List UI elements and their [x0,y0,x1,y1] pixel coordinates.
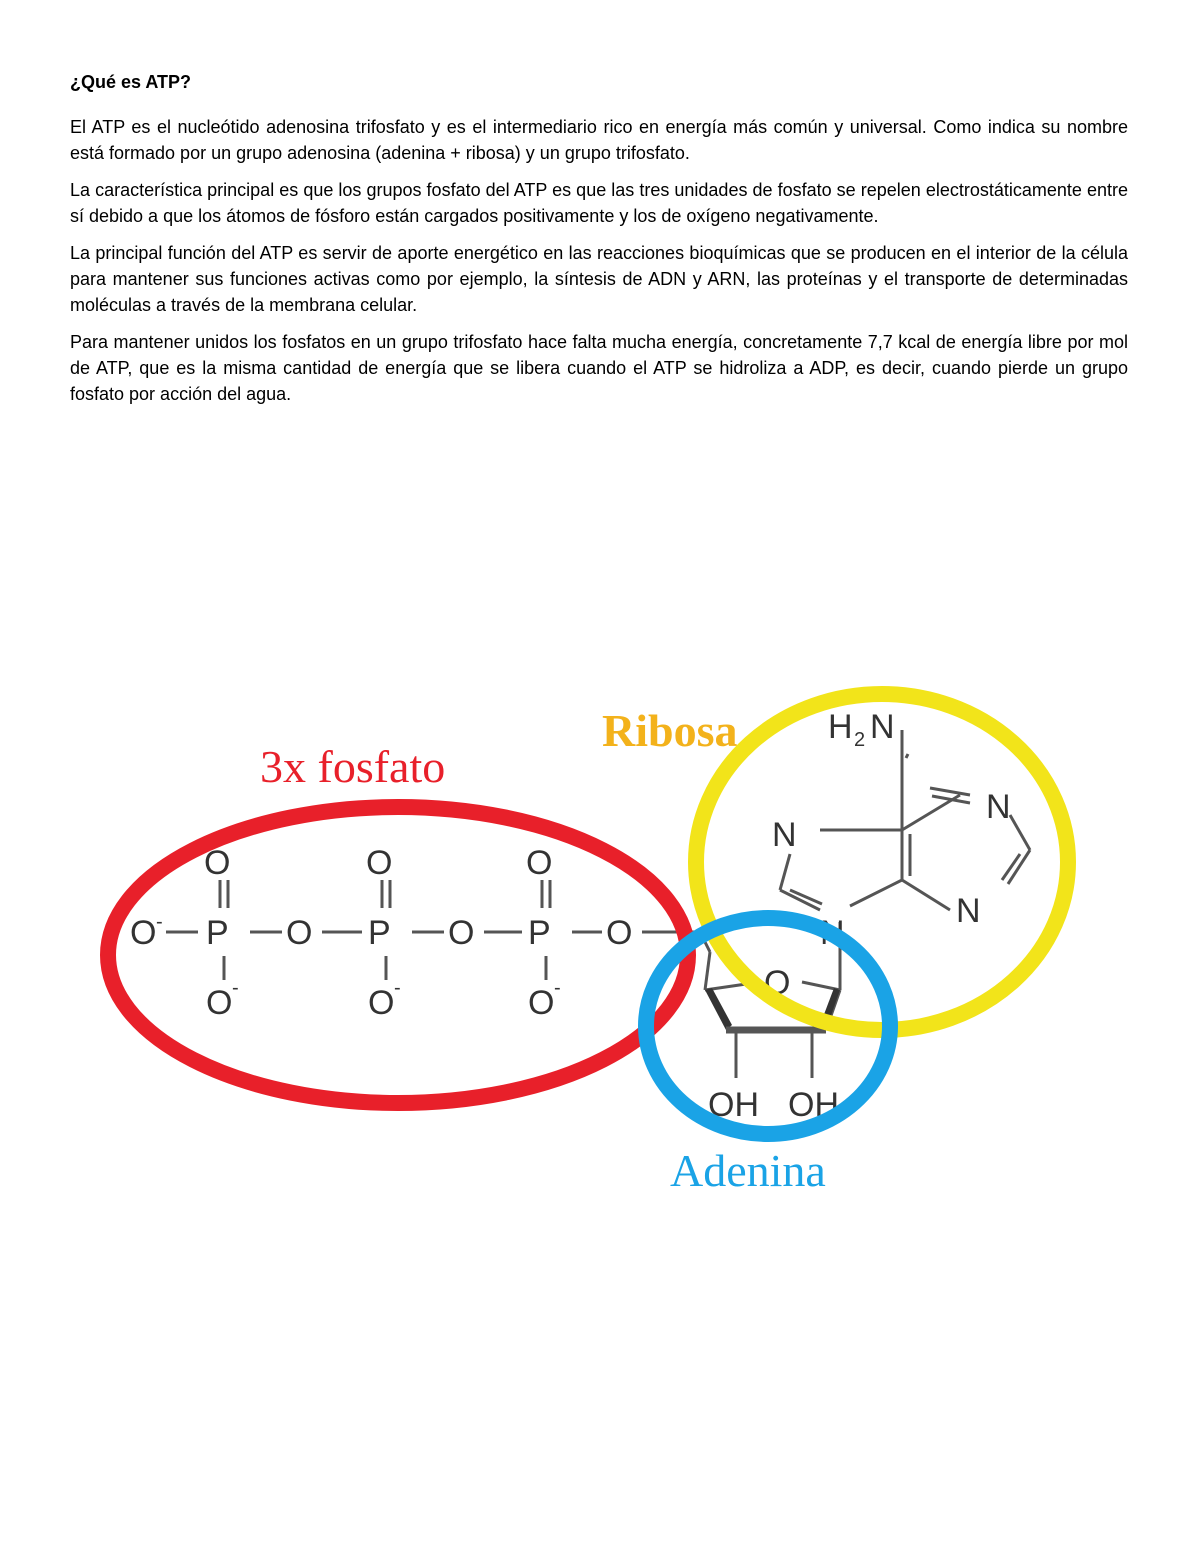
atp-structure-diagram [60,670,1100,1210]
phosphorus-atom: P [368,914,391,952]
oxygen-atom: O [368,984,395,1022]
document-title: ¿Qué es ATP? [70,72,192,92]
amine-subscript: 2 [854,729,866,751]
nitrogen-atom: N [956,892,981,930]
oxygen-atom: O [130,914,157,952]
document-body [70,70,1128,418]
phosphate-highlight-ring [108,807,688,1103]
charge-sign: - [232,977,239,999]
oxygen-atom: O [448,914,475,952]
nitrogen-atom: N [772,816,797,854]
phosphorus-atom: P [528,914,551,952]
oxygen-atom: O [606,914,633,952]
oxygen-atom: O [764,964,791,1002]
nitrogen-atom: N [986,788,1011,826]
label-ribose: Ribosa [602,705,738,756]
oxygen-atom: O [206,984,233,1022]
paragraph-3: La principal función del ATP es servir de aporte energético en las reacciones bioquímicas que se producen en el interior de la célula para mantener sus funciones activas como por ejemplo, la síntesis de ADN y ARN, las proteínas y el transporte de determinadas moléculas a través de la membrana celular. [70,243,1128,315]
charge-sign: - [394,977,401,999]
amine-h: H [828,708,853,746]
oxygen-atom: O [526,844,553,882]
paragraph-4: Para mantener unidos los fosfatos en un grupo trifosfato hace falta mucha energía, concretamente 7,7 kcal de energía libre por mol de ATP, que es la misma cantidad de energía que se libera cuando el ATP se hidroliza a ADP, es decir, cuando pierde un grupo fosfato por acción del agua. [70,332,1128,404]
charge-sign: - [156,911,163,933]
paragraph-2: La característica principal es que los grupos fosfato del ATP es que las tres unidades de fosfato se repelen electrostáticamente entre sí debido a que los átomos de fósforo están cargados positivamente y los de oxígeno negativamente. [70,180,1128,226]
amine-n: N [870,708,895,746]
hydroxyl-group: OH [708,1086,759,1124]
charge-sign: - [554,977,561,999]
nitrogen-atom: N [820,914,845,952]
purine-rings [772,708,1030,952]
oxygen-atom: O [286,914,313,952]
paragraph-1: El ATP es el nucleótido adenosina trifosfato y es el intermediario rico en energía más común y universal. Como indica su nombre está formado por un grupo adenosina (adenina + ribosa) y un grupo trifosfato. [70,117,1128,163]
oxygen-atom: O [528,984,555,1022]
label-phosphate: 3x fosfato [260,741,446,792]
phosphorus-atom: P [206,914,229,952]
oxygen-atom: O [204,844,231,882]
phosphate-atoms [130,844,632,1022]
hydroxyl-group: OH [788,1086,839,1124]
label-adenine: Adenina [670,1145,826,1196]
oxygen-atom: O [366,844,393,882]
